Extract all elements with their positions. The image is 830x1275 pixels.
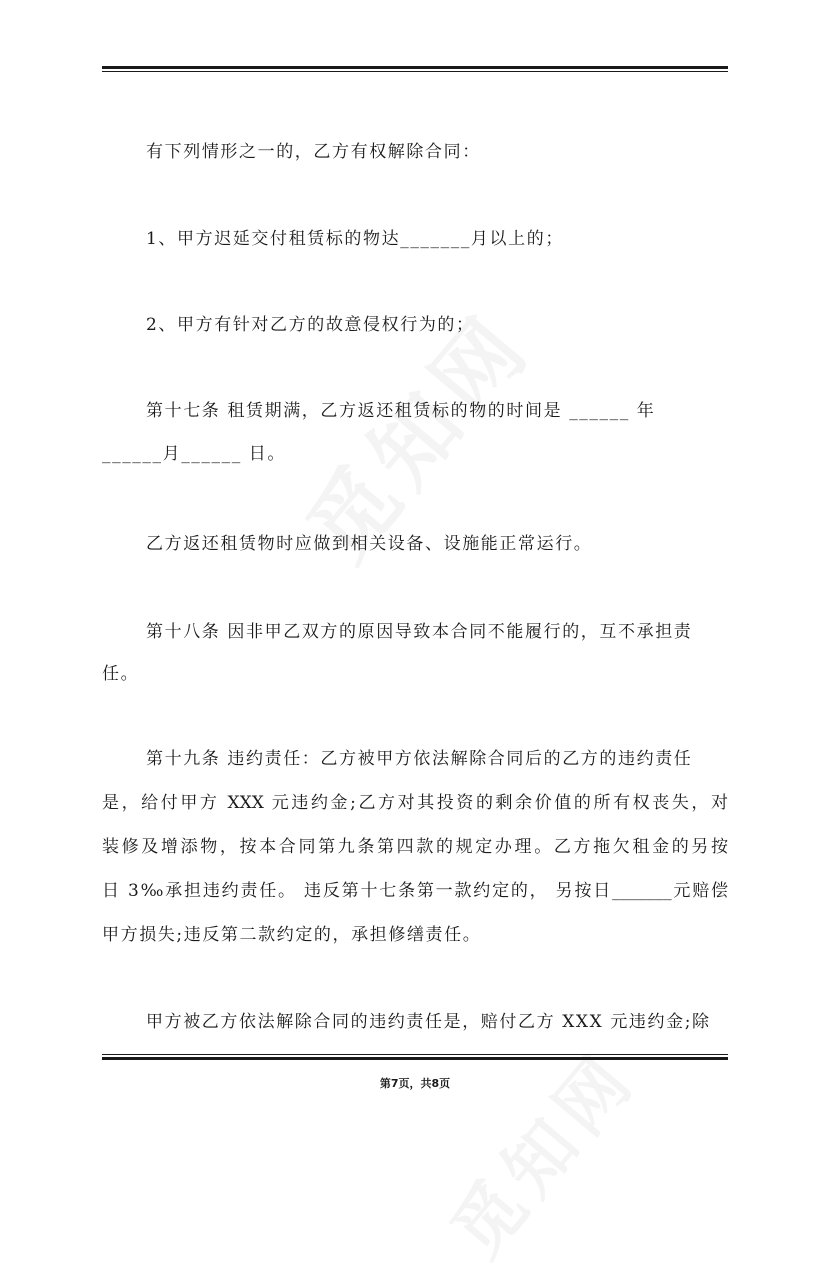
paragraph-line: 第十七条 租赁期满，乙方返还租赁标的物的时间是 ______ 年	[146, 401, 656, 421]
footer-rule	[102, 1054, 728, 1060]
page-number: 第7页，共8页	[379, 1077, 451, 1090]
paragraph-line: 甲方损失;违反第二款约定的，承担修缮责任。	[102, 925, 482, 945]
paragraph-line: 日 3‰承担违约责任。 违反第十七条第一款约定的， 另按日_______元赔偿	[102, 881, 728, 901]
paragraph-line: 有下列情形之一的，乙方有权解除合同：	[146, 142, 481, 162]
paragraph-line: 是，给付甲方 XXX 元违约金;乙方对其投资的剩余价值的所有权丧失，对	[102, 793, 728, 813]
header-rule	[102, 66, 728, 72]
paragraph-line: 乙方返还租赁物时应做到相关设备、设施能正常运行。	[146, 534, 593, 554]
paragraph-line: 第十九条 违约责任：乙方被甲方依法解除合同后的乙方的违约责任	[146, 749, 693, 769]
paragraph-line: 第十八条 因非甲乙双方的原因导致本合同不能履行的，互不承担责	[146, 622, 693, 642]
paragraph-line: 任。	[102, 664, 140, 684]
paragraph-line: ______月______ 日。	[102, 444, 287, 464]
paragraph-line: 甲方被乙方依法解除合同的违约责任是，赔付乙方 XXX 元违约金;除	[146, 1012, 711, 1032]
watermark	[424, 1026, 656, 1275]
paragraph-line: 1、甲方迟延交付租赁标的物达_______月以上的；	[146, 229, 564, 249]
paragraph-line: 装修及增添物，按本合同第九条第四款的规定办理。乙方拖欠租金的另按	[102, 837, 728, 857]
paragraph-line: 2、甲方有针对乙方的故意侵权行为的；	[146, 315, 475, 335]
